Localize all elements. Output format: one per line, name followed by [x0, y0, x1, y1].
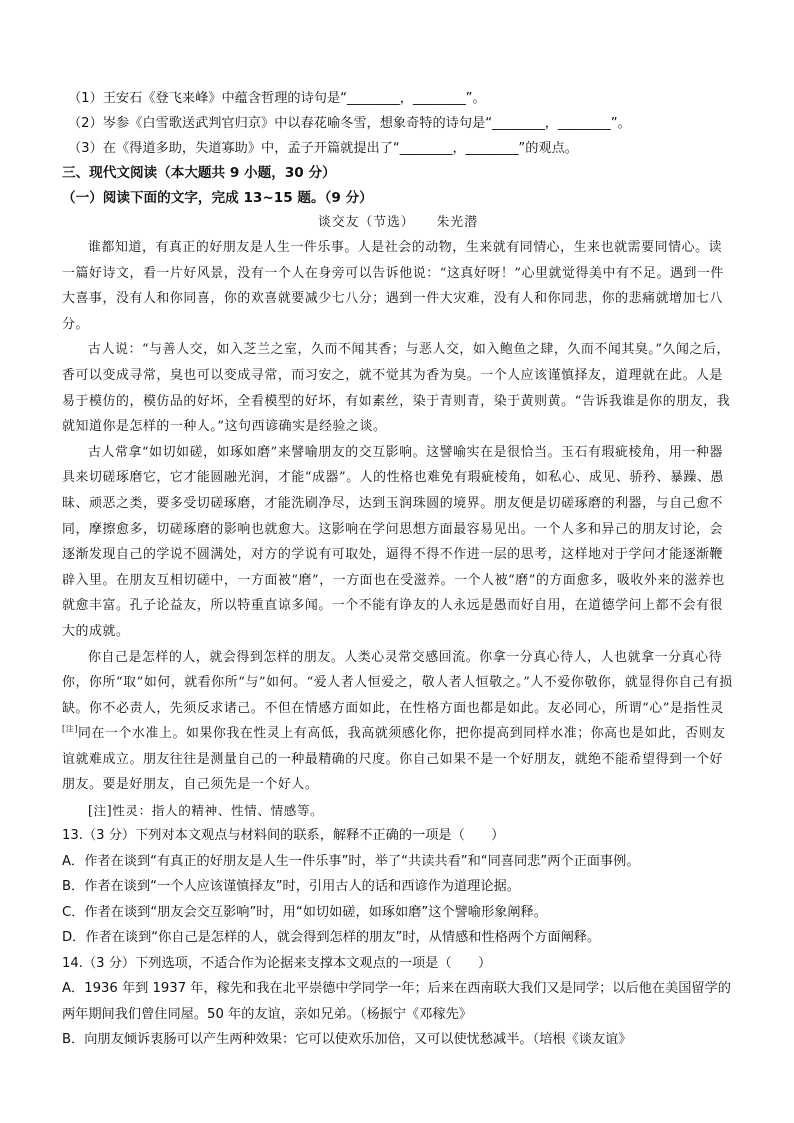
essay-paragraph-2: 古人说：“与善人交，如入芝兰之室，久而不闻其香；与恶人交，如入鲍鱼之肆，久而不闻其臭。”久闻之后，香可以变成寻常，臭也可以变成寻常，而习安之，就不觉其为香为臭。一个人应该谨慎择友，道理就在此。人是易于模仿的，模仿品的好坏，全看模型的好坏，有如素丝，染于青则青，染于黄则黄。“告诉我谁是你的朋友，我就知道你是怎样的一种人。”这句西谚确实是经验之谈。 [62, 342, 731, 435]
question-14-option-b[interactable]: B．向朋友倾诉衷肠可以产生两种效果：它可以使欢乐加倍，又可以使忧愁减半。（培根《谈友谊》 [62, 1032, 632, 1048]
fill-question-3: （3）在《得道多助，失道寡助》中，孟子开篇就提出了“________，________”的观点。 [68, 141, 578, 156]
question-14-stem: 14.（3 分）下列选项，不适合作为论据来支撑本文观点的一项是（ ） [62, 955, 492, 971]
question-14-option-a[interactable]: A．1936 年到 1937 年，稼先和我在北平崇德中学同学一年；后来在西南联大我们又是同学；以后他在美国留学的两年期间我们曾住同屋。50 年的友谊，亲如兄弟。（杨振宁《邓稼先》 [62, 981, 731, 1022]
essay-author: 朱光潜 [436, 215, 478, 230]
essay-title: 谈交友（节选） [318, 215, 415, 230]
fill-question-2: （2）岑参《白雪歌送武判官归京》中以春花喻冬雪，想象奇特的诗句是“________，________”。 [68, 116, 631, 131]
exam-page [62, 86, 734, 1053]
footnote-marker: [注] [62, 724, 79, 734]
essay-paragraph-3: 古人常拿“如切如磋，如琢如磨”来譬喻朋友的交互影响。这譬喻实在是很恰当。玉石有瑕疵棱角，用一种器具来切磋琢磨它，它才能圆融光润，才能“成器”。人的性格也难免有瑕疵棱角，如私心、成见、骄矜、暴躁、愚昧、顽恶之类，要多受切磋琢磨，才能洗刷净尽，达到玉润珠圆的境界。朋友便是切磋琢磨的利器，与自己愈不同，摩擦愈多，切磋琢磨的影响也就愈大。这影响在学问思想方面最容易见出。一个人多和异己的朋友讨论，会逐渐发现自己的学说不圆满处，对方的学说有可取处，逼得不得不作进一层的思考，这样地对于学问才能逐渐鞭辟入里。在朋友互相切磋中，一方面被“磨”，一方面也在受滋养。一个人被“磨”的方面愈多，吸收外来的滋养也就愈丰富。孔子论益友，所以特重直谅多闻。一个不能有诤友的人永远是愚而好自用，在道德学问上都不会有很大的成就。 [62, 444, 725, 639]
question-13-option-c[interactable]: C．作者在谈到“朋友会交互影响”时，用“如切如磋，如琢如磨”这个譬喻形象阐释。 [62, 904, 547, 920]
question-13-option-d[interactable]: D．作者在谈到“你自己是怎样的人，就会得到怎样的朋友”时，从情感和性格两个方面阐释。 [62, 930, 601, 946]
footnote: [注]性灵：指人的精神、性情、情感等。 [88, 803, 324, 819]
essay-paragraph-1: 谁都知道，有真正的好朋友是人生一件乐事。人是社会的动物，生来就有同情心，生来也就需要同情心。读一篇好诗文，看一片好风景，没有一个人在身旁可以告诉他说：“这真好呀！”心里就觉得美中有不足。遇到一件大喜事，没有人和你同喜，你的欢喜就要减少七八分；遇到一件大灾难，没有人和你同悲，你的悲痛就增加七八分。 [62, 240, 724, 332]
paragraph-4-part-b: 同在一个水准上。如果你我在性灵上有高低，我高就须感化你，把你提高到同样水准；你高也是如此，否则友谊就难成立。朋友往往是测量自己的一种最精确的尺度。你自己如果不是一个好朋友，就绝不能希望得到一个好朋友。要是好朋友，自己须先是一个好人。 [62, 726, 726, 793]
paragraph-4-part-a: 你自己是怎样的人，就会得到怎样的朋友。人类心灵常交感回流。你拿一分真心待人，人也就拿一分真心待你，你所“取”如何，就看你所“与”如何。“爱人者人恒爱之，敬人者人恒敬之。”人不爱你敬你，就显得你自己有损缺。你不必责人，先须反求诸己。不但在情感方面如此，在性格方面也都是如此。友必同心，所谓“心”是指性灵 [62, 649, 733, 716]
section-heading: 三、现代文阅读（本大题共 9 小题，30 分） [62, 165, 336, 181]
question-13-option-a[interactable]: A．作者在谈到“有真正的好朋友是人生一件乐事”时，举了“共读共看”和“同喜同悲”两个正面事例。 [62, 853, 640, 869]
question-13-stem: 13.（3 分）下列对本文观点与材料间的联系，解释不正确的一项是（ ） [62, 828, 505, 844]
essay-title-line [62, 211, 734, 235]
fill-question-1: （1）王安石《登飞来峰》中蕴含哲理的诗句是“________，________”。 [68, 91, 486, 106]
sub-heading: （一）阅读下面的文字，完成 13~15 题。（9 分） [62, 190, 373, 206]
question-13-option-b[interactable]: B．作者在谈到“一个人应该谨慎择友”时，引用古人的话和西谚作为道理论据。 [62, 879, 520, 895]
essay-paragraph-4 [62, 645, 734, 799]
